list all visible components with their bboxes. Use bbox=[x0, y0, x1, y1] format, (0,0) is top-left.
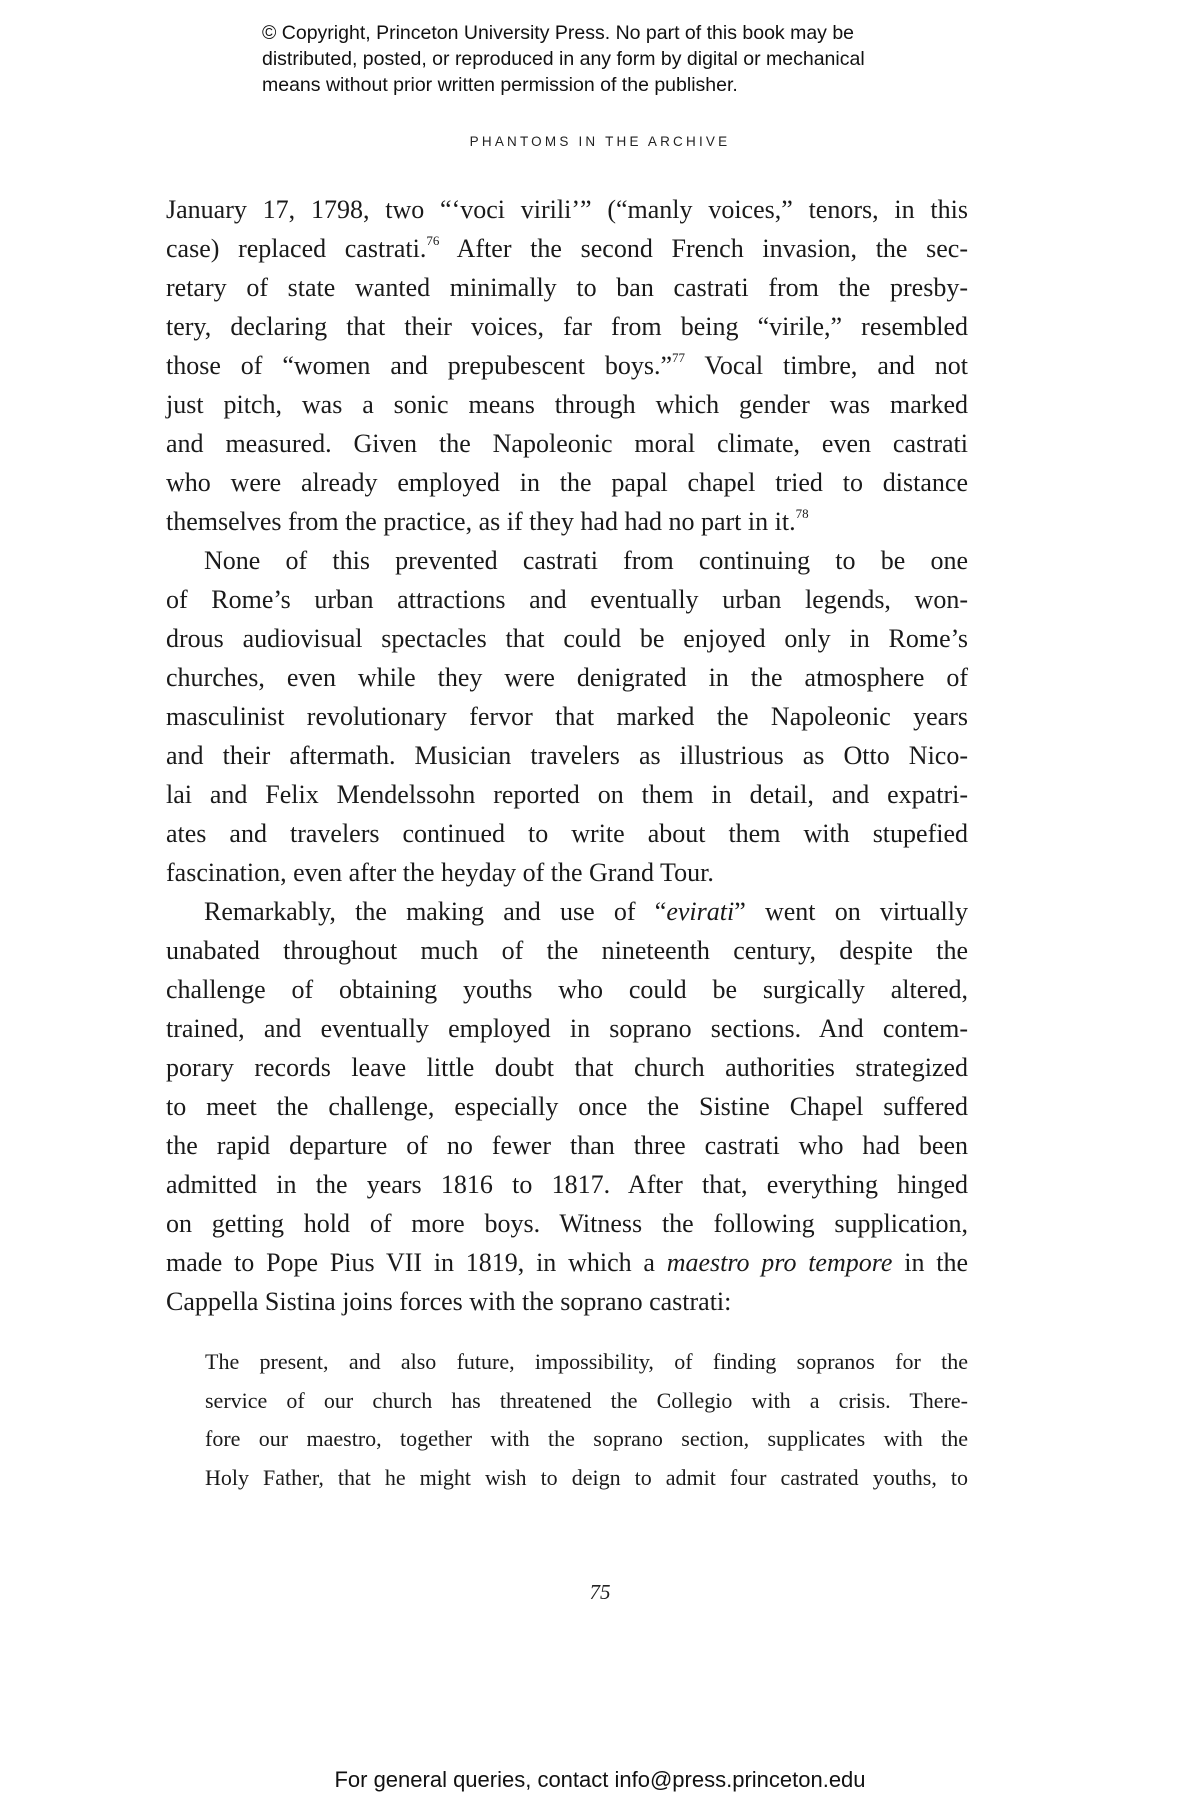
text-line bbox=[166, 1243, 968, 1282]
text-line: admitted in the years 1816 to 1817. After that, everything hinged bbox=[166, 1170, 968, 1199]
text-line: challenge of obtaining youths who could be surgically altered, bbox=[166, 975, 968, 1004]
text-line: ates and travelers continued to write about them with stupefied bbox=[166, 819, 968, 848]
text-line: January 17, 1798, two “‘voci virili’” (“manly voices,” tenors, in this bbox=[166, 195, 968, 224]
text-line: who were already employed in the papal chapel tried to distance bbox=[166, 468, 968, 497]
text-line: retary of state wanted minimally to ban castrati from the presby- bbox=[166, 273, 968, 302]
quote-line: service of our church has threatened the Collegio with a crisis. There- bbox=[205, 1387, 968, 1413]
text-line: porary records leave little doubt that church authorities strategized bbox=[166, 1053, 968, 1082]
text-line: just pitch, was a sonic means through which gender was marked bbox=[166, 390, 968, 419]
italic-term: maestro pro tempore bbox=[666, 1248, 893, 1277]
page-number: 75 bbox=[589, 1580, 611, 1604]
text-line bbox=[166, 502, 968, 541]
text-line: of Rome’s urban attractions and eventually urban legends, won- bbox=[166, 585, 968, 614]
footnote-ref-76[interactable]: 76 bbox=[426, 233, 440, 248]
footnote-ref-77[interactable]: 77 bbox=[671, 350, 685, 365]
text-run: those of “women and prepubescent boys.” bbox=[166, 351, 672, 380]
text-run: made to Pope Pius VII in 1819, in which a bbox=[166, 1248, 667, 1277]
text-line: and their aftermath. Musician travelers as illustrious as Otto Nico- bbox=[166, 741, 968, 770]
italic-term: evirati bbox=[666, 897, 735, 926]
text-line: unabated throughout much of the nineteenth century, despite the bbox=[166, 936, 968, 965]
quote-line: Holy Father, that he might wish to deign to admit four castrated youths, to bbox=[205, 1464, 968, 1490]
text-line: Cappella Sistina joins forces with the soprano castrati: bbox=[166, 1287, 732, 1316]
text-run: themselves from the practice, as if they had had no part in it. bbox=[166, 507, 796, 536]
text-line: the rapid departure of no fewer than three castrati who had been bbox=[166, 1131, 968, 1160]
text-line bbox=[166, 346, 968, 385]
copyright-line: means without prior written permission of the publisher. bbox=[262, 74, 738, 96]
body-text bbox=[166, 190, 968, 1321]
quote-line: fore our maestro, together with the soprano section, supplicates with the bbox=[205, 1426, 968, 1451]
text-run: ” went on virtually bbox=[734, 897, 968, 926]
text-run: Remarkably, the making and use of “ bbox=[204, 897, 667, 926]
text-line: fascination, even after the heyday of the Grand Tour. bbox=[166, 858, 714, 887]
text-line: masculinist revolutionary fervor that marked the Napoleonic years bbox=[166, 702, 968, 731]
copyright-line: © Copyright, Princeton University Press. No part of this book may be bbox=[262, 22, 855, 44]
text-line: None of this prevented castrati from continuing to be one bbox=[204, 546, 968, 575]
text-run: case) replaced castrati. bbox=[166, 234, 427, 263]
footnote-ref-78[interactable]: 78 bbox=[795, 506, 809, 521]
text-line: and measured. Given the Napoleonic moral climate, even castrati bbox=[166, 429, 968, 458]
text-run: in the bbox=[892, 1248, 968, 1277]
text-line: on getting hold of more boys. Witness the following supplication, bbox=[166, 1209, 968, 1238]
footer-contact: For general queries, contact info@press.princeton.edu bbox=[334, 1767, 866, 1792]
block-quote bbox=[205, 1343, 968, 1497]
text-line: churches, even while they were denigrated in the atmosphere of bbox=[166, 663, 968, 692]
text-run: After the second French invasion, the sec- bbox=[439, 234, 968, 263]
text-line: lai and Felix Mendelssohn reported on them in detail, and expatri- bbox=[166, 780, 968, 809]
text-line bbox=[166, 229, 968, 268]
copyright-notice bbox=[262, 20, 982, 98]
quote-line: The present, and also future, impossibility, of finding sopranos for the bbox=[205, 1349, 968, 1374]
text-run: Vocal timbre, and not bbox=[684, 351, 968, 380]
running-head: PHANTOMS IN THE ARCHIVE bbox=[469, 134, 731, 149]
text-line: tery, declaring that their voices, far from being “virile,” resembled bbox=[166, 312, 968, 341]
copyright-line: distributed, posted, or reproduced in any form by digital or mechanical bbox=[262, 48, 865, 70]
text-line: trained, and eventually employed in soprano sections. And contem- bbox=[166, 1014, 968, 1043]
text-line: drous audiovisual spectacles that could be enjoyed only in Rome’s bbox=[166, 624, 968, 653]
text-line: to meet the challenge, especially once the Sistine Chapel suffered bbox=[166, 1092, 968, 1121]
text-line bbox=[166, 892, 968, 931]
